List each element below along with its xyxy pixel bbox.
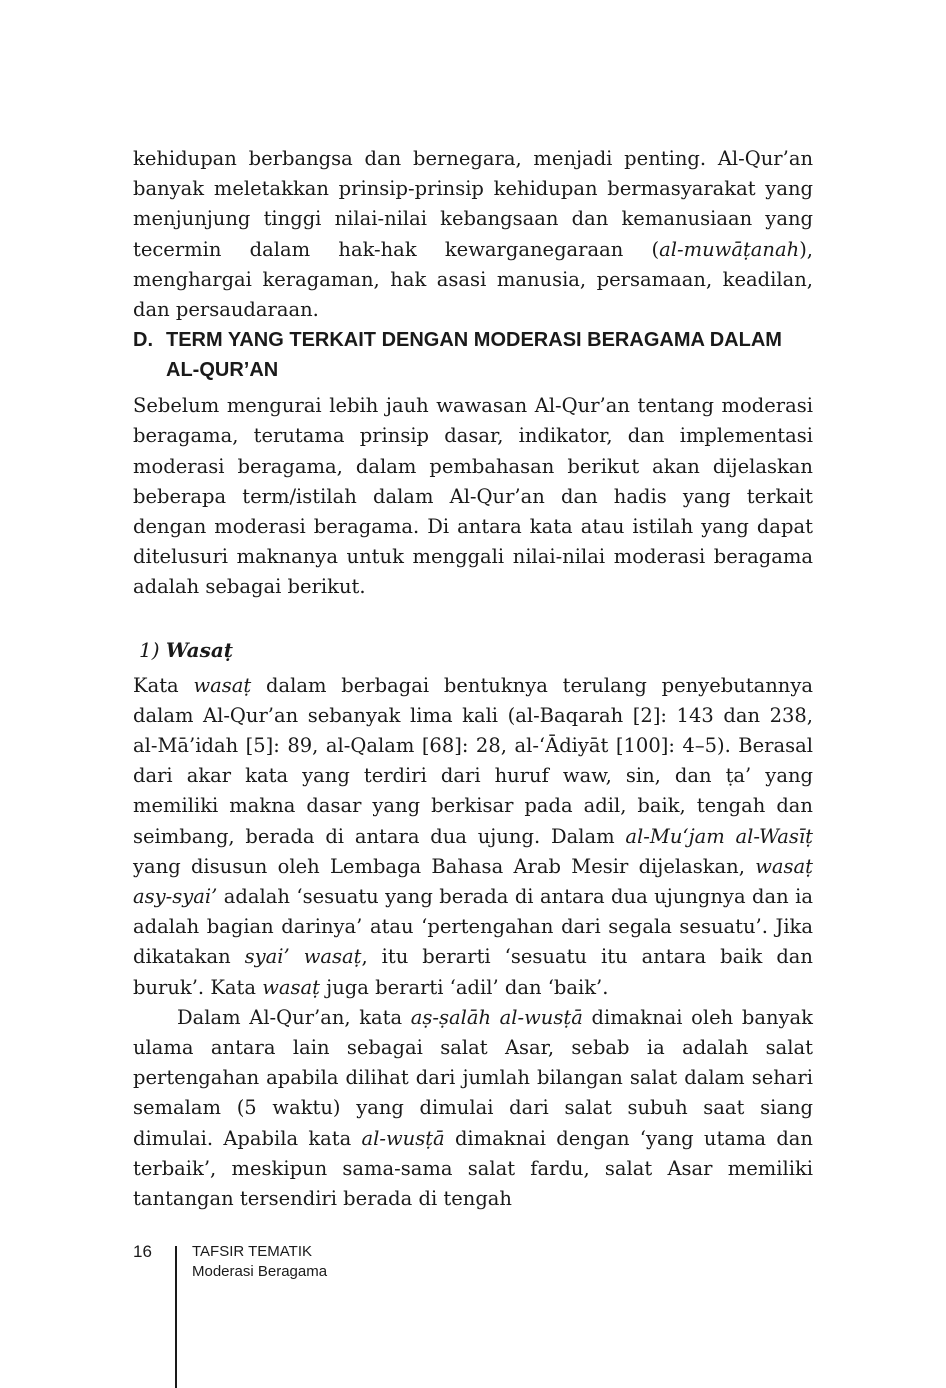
text-run: dalam berbagai bentuknya terulang penyebutannya dalam Al-Qur’an sebanyak lima kali (al-Baqarah [2]: 143 dan 238, al-Mā’idah [5]: 89, al-Qalam [68]: 28, al-‘Ādiyāt [100]: 4–5). Berasal dari akar kata yang terdiri dari huruf waw, sin, dan ṭa’ yang memiliki makna dasar yang berkisar pada adil, baik, tengah dan seimbang, berada di antara dua ujung. Dalam bbox=[133, 673, 813, 848]
italic-term: aṣ-ṣalāh al-wusṭā bbox=[410, 1005, 583, 1029]
italic-term: wasaṭ asy-syai’ bbox=[133, 854, 813, 909]
italic-term: al-muwāṭanah bbox=[659, 237, 800, 261]
subsection-title: Wasaṭ bbox=[165, 637, 234, 662]
italic-term: al-Mu‘jam al-Wasīṭ bbox=[625, 824, 813, 848]
text-run: Kata bbox=[133, 673, 194, 697]
text-run: Dalam Al-Qur’an, kata bbox=[177, 1005, 411, 1029]
section-heading bbox=[133, 325, 813, 385]
italic-term: wasaṭ bbox=[262, 975, 320, 999]
subsection-heading bbox=[133, 635, 813, 665]
book-subtitle: Moderasi Beragama bbox=[192, 1263, 328, 1280]
italic-term: syai’ wasaṭ bbox=[244, 945, 362, 969]
paragraph-wasat bbox=[133, 671, 813, 1003]
text-run: juga berarti ‘adil’ dan ‘baik’. bbox=[319, 975, 609, 999]
text-run: adalah ‘sesuatu yang berada di antara dua ujungnya dan ia adalah bagian darinya’ atau ‘pertengahan dari segala sesuatu’. Jika dikatakan bbox=[133, 885, 813, 969]
text-run: ), menghargai keragaman, hak asasi manusia, persamaan, keadilan, dan persaudaraan. bbox=[133, 237, 813, 322]
footer-book-info bbox=[192, 1242, 327, 1282]
paragraph-section-intro: Sebelum mengurai lebih jauh wawasan Al-Qur’an tentang moderasi beragama, terutama prinsip dasar, indikator, dan implementasi moderasi beragama, dalam pembahasan berikut akan dijelaskan beberapa term/istilah dalam Al-Qur’an dan hadis yang terkait dengan moderasi beragama. Di antara kata atau istilah yang dapat ditelusuri maknanya untuk menggali nilai-nilai moderasi beragama adalah sebagai berikut. bbox=[133, 394, 813, 599]
subsection-number: 1) bbox=[139, 637, 160, 662]
book-title: TAFSIR TEMATIK bbox=[192, 1243, 313, 1260]
page-body bbox=[133, 144, 813, 1214]
page-footer bbox=[0, 1240, 946, 1388]
footer-divider bbox=[175, 1246, 177, 1388]
text-run: yang disusun oleh Lembaga Bahasa Arab Mesir dijelaskan, bbox=[133, 854, 756, 878]
italic-term: al-wusṭā bbox=[361, 1126, 445, 1150]
text-run: dimaknai dengan ‘yang utama dan terbaik’, meskipun sama-sama salat fardu, salat Asar memiliki tantangan tersendiri berada di tengah bbox=[133, 1126, 813, 1211]
text-run: dimaknai oleh banyak ulama antara lain sebagai salat Asar, sebab ia adalah salat pertengahan apabila dilihat dari jumlah bilangan salat dalam sehari semalam (5 waktu) yang dimulai dari salat subuh saat siang dimulai. Apabila kata bbox=[133, 1005, 813, 1150]
page-number: 16 bbox=[133, 1242, 152, 1261]
text-run: kehidupan berbangsa dan bernegara, menjadi penting. Al-Qur’an banyak meletakkan prinsip-prinsip kehidupan bermasyarakat yang menjunjung tinggi nilai-nilai kebangsaan dan kemanusiaan yang tecermin dalam hak-hak kewarganegaraan ( bbox=[133, 147, 813, 261]
text-run: , itu berarti ‘sesuatu itu antara baik dan buruk’. Kata bbox=[133, 945, 813, 999]
paragraph-intro bbox=[133, 144, 813, 325]
section-title: TERM YANG TERKAIT DENGAN MODERASI BERAGAMA DALAM AL-QUR’AN bbox=[166, 329, 782, 382]
section-number: D. bbox=[133, 329, 153, 352]
paragraph-wusta bbox=[133, 1003, 813, 1214]
italic-term: wasaṭ bbox=[193, 673, 252, 697]
